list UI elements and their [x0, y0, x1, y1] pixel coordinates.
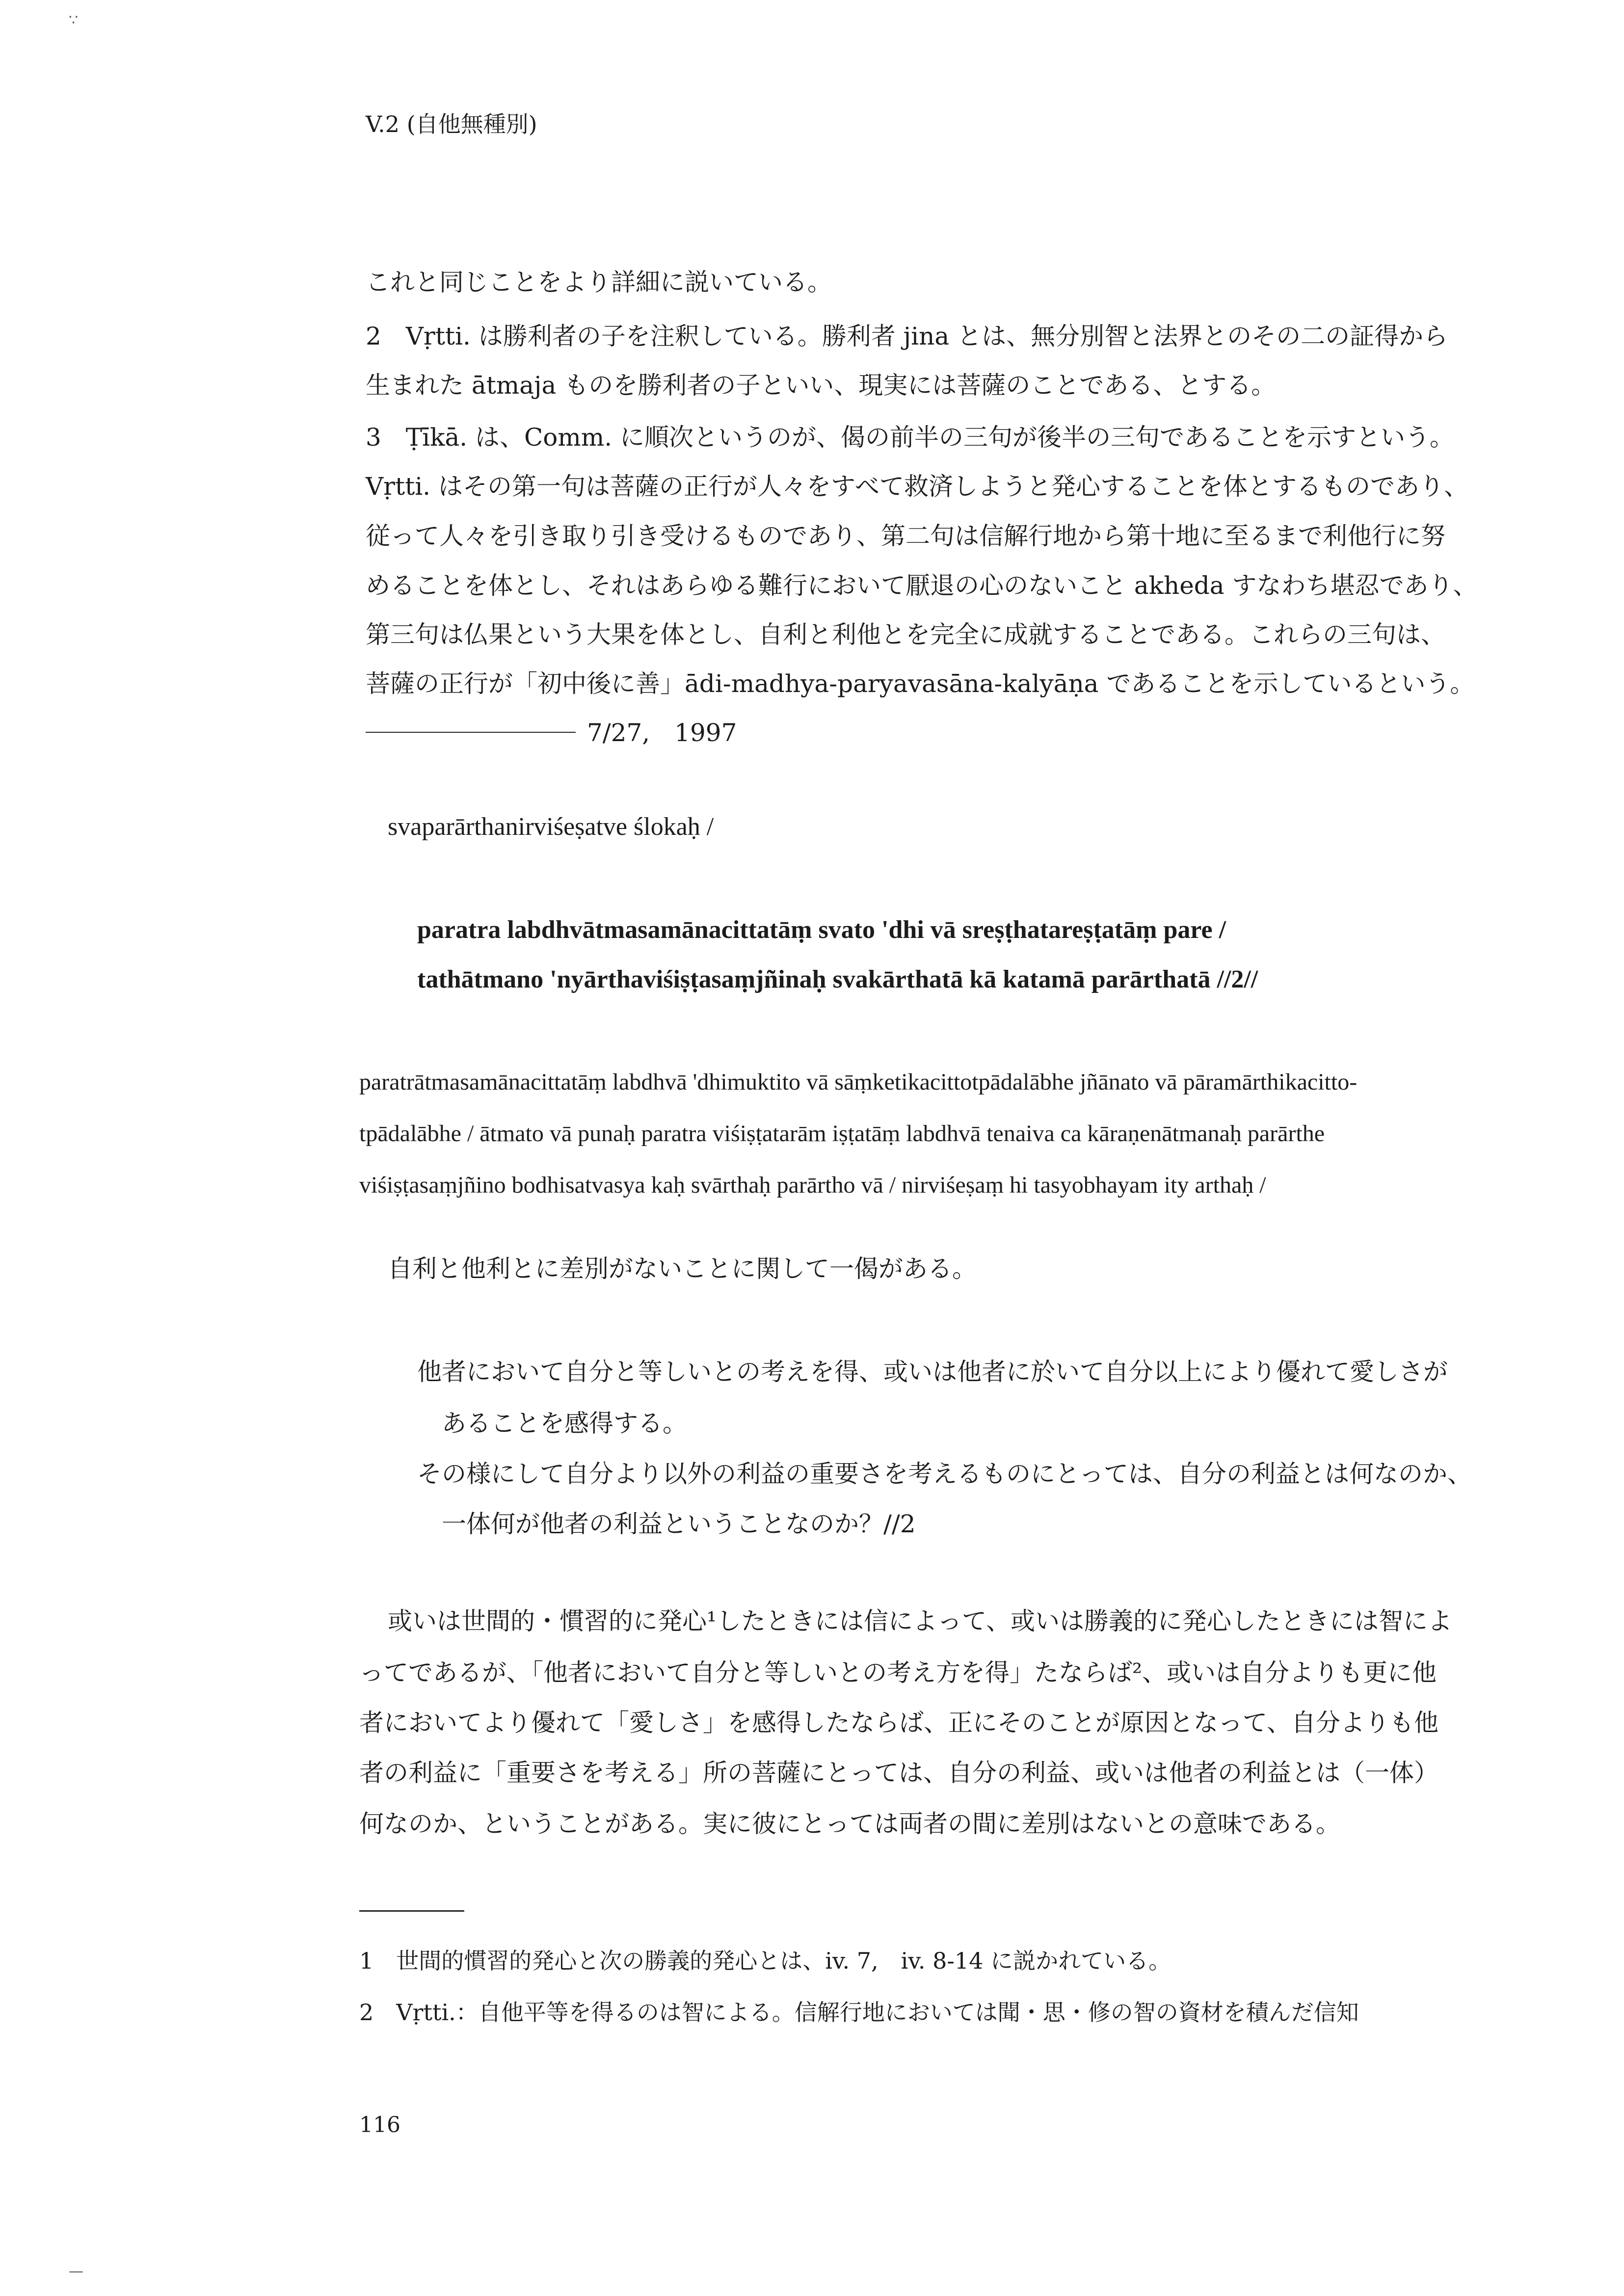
- translation-commentary-line: ってであるが、「他者において自分と等しいとの考え方を得」たならば²、或いは自分よりも更に他: [359, 1658, 1437, 1687]
- note-line: Vṛtti. はその第一句は菩薩の正行が人々をすべて救済しようと発心することを体とするものであり、: [366, 472, 1468, 501]
- sanskrit-commentary-line: viśiṣṭasaṃjñino bodhisatvasya kaḥ svārthaḥ parārtho vā / nirviśeṣaṃ hi tasyobhayam ity arthaḥ /: [359, 1172, 1266, 1198]
- verse-line: paratra labdhvātmasamānacittatāṃ svato 'dhi vā sreṣṭhatareṣṭatāṃ pare /: [417, 916, 1226, 944]
- translation-verse-line: その様にして自分より以外の利益の重要さを考えるものにとっては、自分の利益とは何なのか、: [417, 1460, 1472, 1488]
- translation-commentary-line: 或いは世間的・慣習的に発心¹したときには信によって、或いは勝義的に発心したときには智によ: [388, 1607, 1453, 1635]
- corner-mark-icon: ∵: [69, 12, 79, 29]
- note-line: これと同じことをより詳細に説いている。: [366, 268, 832, 296]
- page-number: 116: [359, 2112, 400, 2137]
- verse-line: tathātmano 'nyārthaviśiṣṭasaṃjñinaḥ svakārthatā kā katamā parārthatā //2//: [417, 965, 1258, 993]
- date-stamp: 7/27, 1997: [587, 719, 737, 747]
- note-line: 菩薩の正行が「初中後に善」ādi-madhya-paryavasāna-kalyāṇa であることを示しているという。: [366, 669, 1475, 698]
- note-line: めることを体とし、それはあらゆる難行において厭退の心のないこと akheda すなわち堪忍であり、: [366, 571, 1478, 600]
- corner-mark-icon: —: [69, 2263, 83, 2280]
- translation-verse-line: 一体何が他者の利益ということなのか？//2: [442, 1510, 916, 1538]
- note-line: 従って人々を引き取り引き受けるものであり、第二句は信解行地から第十地に至るまで利他行に努: [366, 522, 1445, 550]
- note-line: 第三句は仏果という大果を体とし、自利と利他とを完全に成就することである。これらの三句は、: [366, 620, 1445, 649]
- note-line: 3 Ṭīkā. は、Comm. に順次というのが、偈の前半の三句が後半の三句であることを示すという。: [366, 423, 1455, 452]
- translation-commentary-line: 何なのか、ということがある。実に彼にとっては両者の間に差別はないとの意味である。: [359, 1810, 1340, 1838]
- sanskrit-commentary-line: tpādalābhe / ātmato vā punaḥ paratra viśiṣṭatarām iṣṭatāṃ labdhvā tenaiva ca kāraṇenātmanaḥ parārthe: [359, 1121, 1325, 1147]
- note-line: 生まれた ātmaja ものを勝利者の子といい、現実には菩薩のことである、とする。: [366, 371, 1276, 400]
- running-header: V.2 (自他無種別): [366, 111, 537, 137]
- footnote-separator: [359, 1910, 464, 1912]
- translation-commentary-line: 者においてより優れて「愛しさ」を感得したならば、正にそのことが原因となって、自分よりも他: [359, 1709, 1438, 1737]
- date-rule: [366, 732, 576, 733]
- note-line: 2 Vṛtti. は勝利者の子を注釈している。勝利者 jina とは、無分別智と法界とのその二の証得から: [366, 322, 1448, 350]
- footnote: 2 Vṛtti.：自他平等を得るのは智による。信解行地においては聞・思・修の智の資材を積んだ信知: [359, 1999, 1359, 2026]
- footnote: 1 世間的慣習的発心と次の勝義的発心とは、iv. 7, iv. 8-14 に説かれている。: [359, 1948, 1171, 1974]
- sanskrit-intro: svaparārthanirviśeṣatve ślokaḥ /: [388, 813, 714, 841]
- translation-intro: 自利と他利とに差別がないことに関して一偈がある。: [388, 1255, 977, 1283]
- translation-verse-line: 他者において自分と等しいとの考えを得、或いは他者に於いて自分以上により優れて愛しさが: [417, 1358, 1448, 1386]
- sanskrit-commentary-line: paratrātmasamānacittatāṃ labdhvā 'dhimuktito vā sāṃketikacittotpādalābhe jñānato vā pāramārthikacitto-: [359, 1069, 1358, 1095]
- translation-commentary-line: 者の利益に「重要さを考える」所の菩薩にとっては、自分の利益、或いは他者の利益とは（一体）: [359, 1759, 1438, 1787]
- translation-verse-line: あることを感得する。: [442, 1409, 687, 1438]
